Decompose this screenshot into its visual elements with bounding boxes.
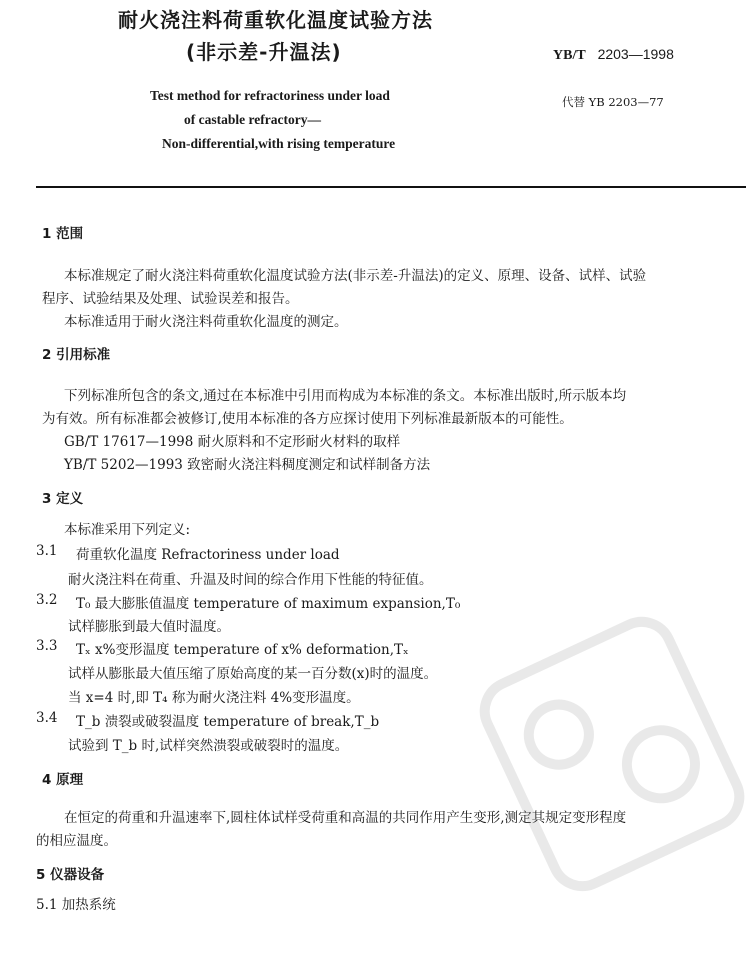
standard-prefix: YB/T — [553, 48, 586, 63]
definition-3-2-text: 试样膨胀到最大值时温度。 — [68, 619, 230, 635]
section-2-para1-line1: 下列标准所包含的条文,通过在本标准中引用而构成为本标准的条文。本标准出版时,所示版本均 — [64, 388, 627, 404]
definition-3-4-number: 3.4 — [36, 710, 58, 726]
section-1-para2: 本标准适用于耐火浇注料荷重软化温度的测定。 — [64, 314, 348, 330]
section-5-heading: 5 仪器设备 — [36, 867, 105, 883]
definition-3-4-term: T_b 溃裂或破裂温度 temperature of break,T_b — [76, 714, 380, 730]
section-3-intro: 本标准采用下列定义: — [64, 522, 191, 538]
section-3-heading: 3 定义 — [42, 491, 84, 507]
section-4-para-line1: 在恒定的荷重和升温速率下,圆柱体试样受荷重和高温的共同作用产生变形,测定其规定变形程度 — [64, 810, 627, 826]
section-2-para1-line2: 为有效。所有标准都会被修订,使用本标准的各方应探讨使用下列标准最新版本的可能性。 — [42, 411, 573, 427]
standard-number — [553, 46, 674, 64]
definition-3-3-text1: 试样从膨胀最大值压缩了原始高度的某一百分数(x)时的温度。 — [68, 666, 438, 682]
definition-3-3-text2: 当 x=4 时,即 T₄ 称为耐火浇注料 4%变形温度。 — [68, 690, 360, 706]
title-en-line3: Non-differential,with rising temperature — [162, 136, 396, 151]
title-en-line2: of castable refractory— — [184, 112, 321, 127]
section-1-para1-line2: 程序、试验结果及处理、试验误差和报告。 — [42, 291, 299, 307]
title-en-line1: Test method for refractoriness under load — [150, 88, 390, 103]
title-cn-line1: 耐火浇注料荷重软化温度试验方法 — [118, 8, 433, 32]
title-cn-line2: (非示差-升温法) — [186, 40, 342, 64]
definition-3-1-number: 3.1 — [36, 543, 58, 559]
definition-3-4-text: 试验到 T_b 时,试样突然溃裂或破裂时的温度。 — [68, 738, 349, 754]
reference-gbt17617: GB/T 17617—1998 耐火原料和不定形耐火材料的取样 — [64, 434, 401, 450]
watermark-seal-graphic — [448, 585, 748, 922]
definition-3-1-term: 荷重软化温度 Refractoriness under load — [76, 547, 340, 563]
section-4-para-line2: 的相应温度。 — [36, 833, 117, 849]
reference-ybt5202: YB/T 5202—1993 致密耐火浇注料稠度测定和试样制备方法 — [64, 457, 431, 473]
replaces-note: 代替 YB 2203—77 — [562, 95, 664, 109]
definition-3-3-term: Tₓ x%变形温度 temperature of x% deformation,Tₓ — [76, 642, 409, 658]
definition-3-1-text: 耐火浇注料在荷重、升温及时间的综合作用下性能的特征值。 — [68, 572, 433, 588]
section-1-para1-line1: 本标准规定了耐火浇注料荷重软化温度试验方法(非示差-升温法)的定义、原理、设备、试样、试验 — [64, 268, 647, 284]
section-2-heading: 2 引用标准 — [42, 347, 111, 363]
watermark-seal — [448, 581, 748, 959]
standard-code: 2203—1998 — [597, 46, 674, 62]
definition-3-2-term: T₀ 最大膨胀值温度 temperature of maximum expansion,T₀ — [76, 596, 461, 612]
header-rule — [36, 186, 746, 188]
section-1-heading: 1 范围 — [42, 226, 84, 242]
definition-3-2-number: 3.2 — [36, 592, 58, 608]
section-4-heading: 4 原理 — [42, 772, 84, 788]
subsection-5-1: 5.1 加热系统 — [36, 897, 116, 913]
definition-3-3-number: 3.3 — [36, 638, 58, 654]
